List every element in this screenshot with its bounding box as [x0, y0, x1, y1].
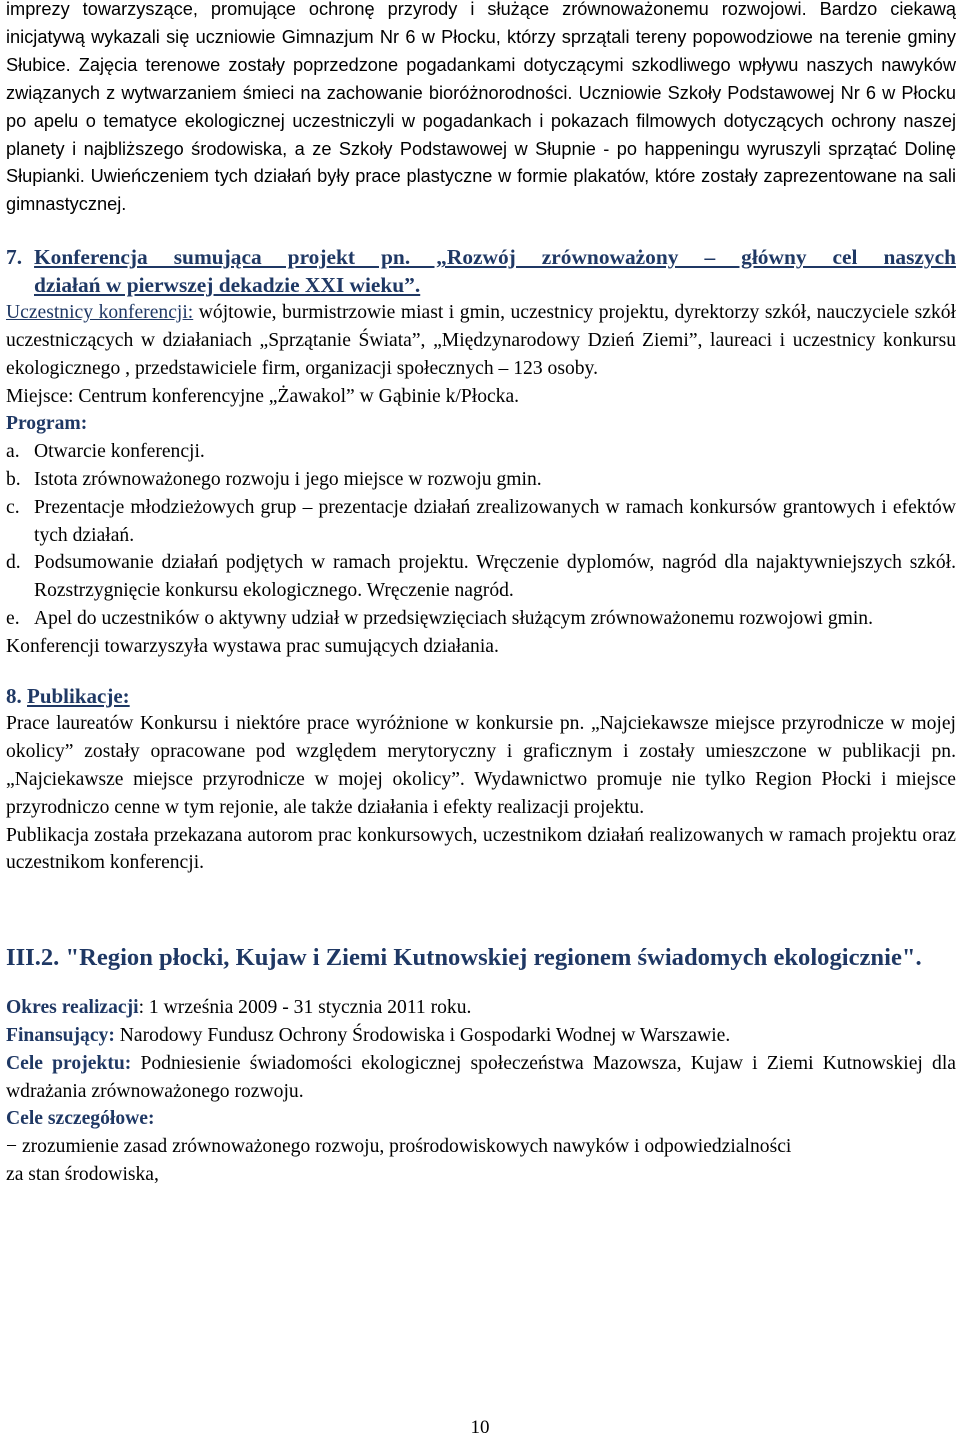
program-text: Istota zrównoważonego rozwoju i jego miejsce w rozwoju gmin. — [34, 469, 542, 491]
section-8-heading — [6, 683, 956, 711]
funder-line — [6, 1022, 956, 1050]
program-marker: b. — [6, 469, 21, 491]
program-item — [6, 605, 956, 633]
section-7-closing: Konferencji towarzyszyła wystawa prac sumujących działania. — [6, 635, 499, 657]
participants-paragraph — [6, 299, 956, 382]
section-iii-2-heading: III.2. "Region płocki, Kujaw i Ziemi Kutnowskiej regionem świadomych ekologicznie". — [6, 944, 922, 972]
period-label: Okres realizacji — [6, 997, 139, 1019]
program-item — [6, 438, 956, 466]
program-marker: e. — [6, 608, 20, 630]
period-text: : 1 września 2009 - 31 stycznia 2011 roku. — [138, 997, 472, 1019]
program-item — [6, 549, 956, 605]
section-7-heading-line1: Konferencja sumująca projekt pn. „Rozwój zrównoważony – główny cel naszych — [34, 245, 956, 270]
spacer — [6, 877, 956, 941]
intro-paragraph: imprezy towarzyszące, promujące ochronę przyrody i służące zrównoważonemu rozwojowi. Bardzo ciekawą inicjatywą wykazali się uczniowie Gimnazjum Nr 6 w Płocku, którzy sprzątali tereny popowodziowe na terenie gminy Słubice. Zajęcia terenowe zostały poprzedzone pogadankami dotyczącymi szkodliwego wpływu naszych nawyków związanych z wytwarzaniem śmieci na zachowanie bioróżnorodności. Uczniowie Szkoły Podstawowej Nr 6 w Płocku po apelu o tematyce ekologicznej uczestniczyli w pogadankach i pokazach filmowych dotyczących ochrony naszej planety i najbliższego środowiska, a ze Szkoły Podstawowej w Słupnie - po happeningu wyruszyli sprzątać Dolinę Słupianki. Uwieńczeniem tych działań były prace plastyczne w formie plakatów, które zostały zaprezentowane na sali gimnastycznej. — [6, 0, 956, 215]
program-list — [6, 438, 956, 633]
section-8-number: 8. — [6, 683, 22, 708]
section-7-heading-line2: działań w pierwszej dekadzie XXI wieku”. — [34, 273, 421, 298]
program-item — [6, 494, 956, 550]
detailed-goals-label: Cele szczegółowe: — [6, 1108, 155, 1130]
program-text: Prezentacje młodzieżowych grup – prezentacje działań zrealizowanych w ramach konkursów grantowych i efektów tych działań. — [34, 496, 956, 546]
spacer — [6, 661, 956, 683]
goals-label: Cele projektu: — [6, 1052, 132, 1074]
participants-label: Uczestnicy konferencji: — [6, 302, 194, 324]
place-line: Miejsce: Centrum konferencyjne „Żawakol” w Gąbinie k/Płocka. — [6, 385, 520, 407]
program-marker: a. — [6, 441, 20, 463]
period-line — [6, 994, 956, 1022]
spacer — [6, 974, 956, 994]
program-text: Apel do uczestników o aktywny udział w przedsięwzięciach służącym zrównoważonemu rozwojowi gmin. — [34, 608, 874, 630]
program-marker: d. — [6, 552, 21, 574]
participants-text: wójtowie, burmistrzowie miast i gmin, uczestnicy projektu, dyrektorzy szkół, nauczyciele szkół uczestniczących w działaniach „Sprzątanie Świata”, „Międzynarodowy Dzień Ziemi”, laureaci i uczestnicy konkursu ekologicznego , przedstawiciele firm, organizacji społecznych – 123 osoby. — [6, 302, 956, 379]
detailed-goal-item: − zrozumienie zasad zrównoważonego rozwoju, prośrodowiskowych nawyków i odpowiedzialności za stan środowiska, — [6, 1136, 792, 1185]
section-8-title: Publikacje: — [27, 683, 130, 708]
page-number: 10 — [470, 1417, 490, 1438]
program-label: Program: — [6, 413, 88, 435]
program-text: Otwarcie konferencji. — [34, 441, 205, 463]
section-7-heading — [6, 243, 956, 299]
goals-line — [6, 1050, 956, 1106]
funder-text: Narodowy Fundusz Ochrony Środowiska i Gospodarki Wodnej w Warszawie. — [114, 1024, 731, 1046]
program-text: Podsumowanie działań podjętych w ramach projektu. Wręczenie dyplomów, nagród dla najaktywniejszych szkół. Rozstrzygnięcie konkursu ekologicznego. Wręczenie nagród. — [34, 552, 956, 602]
program-item — [6, 466, 956, 494]
document-page — [6, 0, 956, 1189]
funder-label: Finansujący: — [6, 1024, 115, 1046]
section-8-paragraph-1: Prace laureatów Konkursu i niektóre prace wyróżnione w konkursie pn. „Najciekawsze miejsce przyrodnicze w mojej okolicy” zostały opracowane pod względem merytoryczny i graficznym i zostały umieszczone w publikacji pn. „Najciekawsze miejsce przyrodnicze w mojej okolicy”. Wydawnictwo promuje nie tylko Region Płocki i miejsce przyrodniczo cenne w tym rejonie, ale także działania i efekty realizacji projektu. — [6, 713, 956, 818]
spacer — [6, 219, 956, 243]
section-7-number: 7. — [6, 245, 23, 270]
goals-text: Podniesienie świadomości ekologicznej społeczeństwa Mazowsza, Kujaw i Ziemi Kutnowskiej dla wdrażania zrównoważonego rozwoju. — [6, 1052, 956, 1102]
section-8-paragraph-2: Publikacja została przekazana autorom prac konkursowych, uczestnikom działań realizowanych w ramach projektu oraz uczestnikom konferencji. — [6, 824, 956, 874]
program-marker: c. — [6, 496, 20, 518]
